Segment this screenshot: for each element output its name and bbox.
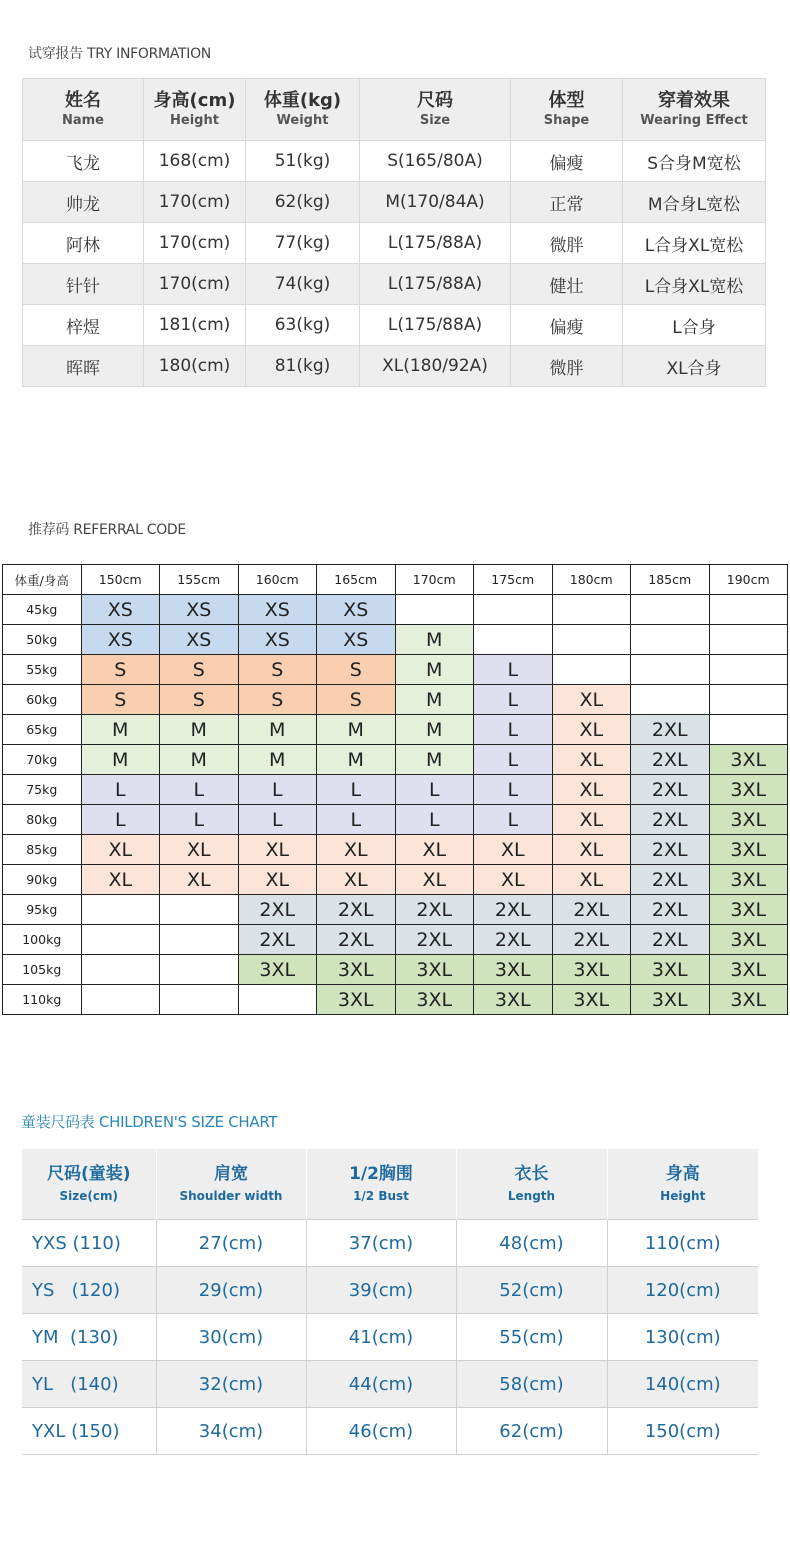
size-cell: L xyxy=(317,805,396,835)
size-cell: L xyxy=(238,805,317,835)
header-label-zh: 体重(kg) xyxy=(263,89,342,111)
size-cell: 2XL xyxy=(395,925,474,955)
table-cell: 37(cm) xyxy=(306,1220,456,1267)
table-cell: 晖晖 xyxy=(23,346,144,387)
size-cell xyxy=(552,655,631,685)
header-label-en: Height xyxy=(170,112,219,128)
size-cell: XL xyxy=(395,835,474,865)
table-cell: S(165/80A) xyxy=(360,141,511,182)
size-cell: XL xyxy=(317,865,396,895)
size-cell: 2XL xyxy=(238,895,317,925)
size-cell xyxy=(160,985,239,1015)
size-cell: 2XL xyxy=(631,835,710,865)
table-row xyxy=(22,1220,758,1267)
size-cell: 2XL xyxy=(552,895,631,925)
size-cell: 3XL xyxy=(709,925,788,955)
referral-row xyxy=(3,685,788,715)
header-label-zh: 尺码(童装) xyxy=(46,1164,131,1184)
size-cell: L xyxy=(395,805,474,835)
size-cell: M xyxy=(395,715,474,745)
table-cell: L合身 xyxy=(623,305,766,346)
size-cell: 3XL xyxy=(709,895,788,925)
size-cell: 3XL xyxy=(709,985,788,1015)
referral-row xyxy=(3,925,788,955)
referral-code-title: 推荐码 REFERRAL CODE xyxy=(28,522,186,538)
size-cell: XL xyxy=(552,865,631,895)
try-header-row xyxy=(23,79,766,141)
height-header-cell: 180cm xyxy=(552,565,631,595)
size-cell: L xyxy=(160,805,239,835)
try-header-cell xyxy=(23,79,144,141)
size-cell: 2XL xyxy=(631,805,710,835)
size-cell xyxy=(631,655,710,685)
table-row xyxy=(23,223,766,264)
weight-label: 105kg xyxy=(3,955,82,985)
size-cell: 3XL xyxy=(395,985,474,1015)
children-size-chart-title: 童装尺码表 CHILDREN'S SIZE CHART xyxy=(21,1113,278,1131)
referral-row xyxy=(3,715,788,745)
table-cell: 168(cm) xyxy=(144,141,246,182)
size-cell: S xyxy=(81,655,160,685)
table-cell: 41(cm) xyxy=(306,1314,456,1361)
size-cell: 3XL xyxy=(709,835,788,865)
table-cell: 微胖 xyxy=(511,223,623,264)
table-cell: L合身XL宽松 xyxy=(623,223,766,264)
header-label-zh: 体型 xyxy=(548,89,585,111)
size-cell: L xyxy=(474,655,553,685)
referral-header-row xyxy=(3,565,788,595)
size-cell: L xyxy=(160,775,239,805)
table-cell: 正常 xyxy=(511,182,623,223)
table-cell: 150(cm) xyxy=(607,1408,758,1455)
table-cell: 130(cm) xyxy=(607,1314,758,1361)
height-header-cell: 160cm xyxy=(238,565,317,595)
weight-label: 80kg xyxy=(3,805,82,835)
size-cell: 2XL xyxy=(631,895,710,925)
height-header-cell: 155cm xyxy=(160,565,239,595)
size-cell: 3XL xyxy=(709,805,788,835)
size-cell xyxy=(552,595,631,625)
table-cell: YS (120) xyxy=(22,1267,156,1314)
size-cell: XL xyxy=(238,835,317,865)
try-header-cell xyxy=(360,79,511,141)
referral-row xyxy=(3,835,788,865)
table-cell: 140(cm) xyxy=(607,1361,758,1408)
children-header-row xyxy=(22,1149,758,1220)
table-row xyxy=(23,264,766,305)
size-cell: XL xyxy=(160,835,239,865)
size-cell: L xyxy=(474,805,553,835)
try-information-table xyxy=(22,78,766,387)
size-cell xyxy=(552,625,631,655)
children-header-cell xyxy=(607,1149,758,1220)
table-row xyxy=(23,182,766,223)
referral-row xyxy=(3,595,788,625)
table-cell: L(175/88A) xyxy=(360,223,511,264)
referral-row xyxy=(3,985,788,1015)
table-cell: S合身M宽松 xyxy=(623,141,766,182)
table-cell: 39(cm) xyxy=(306,1267,456,1314)
table-cell: 74(kg) xyxy=(246,264,360,305)
header-label-en: 1/2 Bust xyxy=(353,1189,409,1203)
table-cell: 偏瘦 xyxy=(511,141,623,182)
size-cell: 2XL xyxy=(317,895,396,925)
header-label-en: Length xyxy=(507,1189,556,1203)
referral-row xyxy=(3,895,788,925)
table-cell: M合身L宽松 xyxy=(623,182,766,223)
header-label-zh: 1/2胸围 xyxy=(349,1164,413,1184)
size-cell: XS xyxy=(160,625,239,655)
table-cell: YXL (150) xyxy=(22,1408,156,1455)
table-cell: XL合身 xyxy=(623,346,766,387)
size-cell xyxy=(474,595,553,625)
height-header-cell: 175cm xyxy=(474,565,553,595)
table-cell: 健壮 xyxy=(511,264,623,305)
header-label-en: Shape xyxy=(543,112,590,128)
height-header-cell: 150cm xyxy=(81,565,160,595)
size-cell xyxy=(474,625,553,655)
size-cell: 2XL xyxy=(317,925,396,955)
header-label-zh: 衣长 xyxy=(514,1164,549,1184)
size-cell: XS xyxy=(238,595,317,625)
try-header-cell xyxy=(144,79,246,141)
size-cell: M xyxy=(317,745,396,775)
height-header-cell: 190cm xyxy=(709,565,788,595)
table-cell: 170(cm) xyxy=(144,264,246,305)
referral-row xyxy=(3,745,788,775)
size-cell: 2XL xyxy=(631,715,710,745)
table-cell: 30(cm) xyxy=(156,1314,306,1361)
size-cell xyxy=(709,715,788,745)
size-cell xyxy=(709,655,788,685)
table-cell: 微胖 xyxy=(511,346,623,387)
table-cell: 34(cm) xyxy=(156,1408,306,1455)
size-cell: XL xyxy=(552,835,631,865)
size-cell xyxy=(709,625,788,655)
table-cell: 58(cm) xyxy=(456,1361,607,1408)
size-cell xyxy=(81,985,160,1015)
table-cell: L(175/88A) xyxy=(360,305,511,346)
table-row xyxy=(23,305,766,346)
weight-height-corner: 体重/身高 xyxy=(3,565,82,595)
table-row xyxy=(23,346,766,387)
table-cell: YM (130) xyxy=(22,1314,156,1361)
header-label-en: Size xyxy=(419,112,451,128)
size-cell: XL xyxy=(160,865,239,895)
size-cell: XL xyxy=(317,835,396,865)
table-cell: 梓煜 xyxy=(23,305,144,346)
size-cell: L xyxy=(81,775,160,805)
weight-label: 95kg xyxy=(3,895,82,925)
size-cell: S xyxy=(160,685,239,715)
size-cell: XS xyxy=(81,625,160,655)
table-cell: 181(cm) xyxy=(144,305,246,346)
size-cell xyxy=(395,595,474,625)
header-label-zh: 身高 xyxy=(665,1164,700,1184)
table-cell: YL (140) xyxy=(22,1361,156,1408)
size-cell xyxy=(81,925,160,955)
size-cell xyxy=(709,685,788,715)
size-cell: 2XL xyxy=(631,865,710,895)
referral-row xyxy=(3,655,788,685)
table-row xyxy=(22,1267,758,1314)
size-cell xyxy=(631,685,710,715)
size-cell xyxy=(160,925,239,955)
size-cell: L xyxy=(474,715,553,745)
weight-label: 50kg xyxy=(3,625,82,655)
size-cell: M xyxy=(238,745,317,775)
size-cell: L xyxy=(317,775,396,805)
size-cell: M xyxy=(317,715,396,745)
table-cell: 32(cm) xyxy=(156,1361,306,1408)
size-cell xyxy=(631,625,710,655)
referral-size-chart xyxy=(2,564,788,1015)
size-cell: L xyxy=(395,775,474,805)
size-cell: 2XL xyxy=(631,925,710,955)
size-cell: L xyxy=(474,685,553,715)
table-cell: 29(cm) xyxy=(156,1267,306,1314)
table-cell: 81(kg) xyxy=(246,346,360,387)
size-cell: XS xyxy=(81,595,160,625)
table-row xyxy=(22,1408,758,1455)
size-cell: M xyxy=(81,745,160,775)
size-cell: 3XL xyxy=(395,955,474,985)
referral-row xyxy=(3,775,788,805)
height-header-cell: 185cm xyxy=(631,565,710,595)
table-cell: 63(kg) xyxy=(246,305,360,346)
size-cell: XL xyxy=(81,865,160,895)
size-cell: M xyxy=(395,685,474,715)
size-cell: M xyxy=(238,715,317,745)
size-cell xyxy=(160,955,239,985)
size-cell: XL xyxy=(395,865,474,895)
children-header-cell xyxy=(22,1149,156,1220)
size-cell: XL xyxy=(552,745,631,775)
weight-label: 90kg xyxy=(3,865,82,895)
size-cell: 3XL xyxy=(552,985,631,1015)
size-cell: XS xyxy=(317,625,396,655)
size-cell: 2XL xyxy=(395,895,474,925)
header-label-en: Height xyxy=(660,1189,706,1203)
size-cell: 2XL xyxy=(474,895,553,925)
size-cell: XL xyxy=(552,775,631,805)
table-cell: 170(cm) xyxy=(144,223,246,264)
size-cell: L xyxy=(238,775,317,805)
header-label-en: Name xyxy=(61,112,104,128)
size-cell: XS xyxy=(238,625,317,655)
size-cell: XL xyxy=(474,865,553,895)
size-cell: L xyxy=(474,775,553,805)
size-cell: M xyxy=(395,625,474,655)
weight-label: 45kg xyxy=(3,595,82,625)
size-cell: S xyxy=(81,685,160,715)
height-header-cell: 165cm xyxy=(317,565,396,595)
table-cell: 针针 xyxy=(23,264,144,305)
size-cell: XL xyxy=(552,805,631,835)
size-cell: XS xyxy=(317,595,396,625)
table-cell: 62(cm) xyxy=(456,1408,607,1455)
size-cell: XS xyxy=(160,595,239,625)
height-header-cell: 170cm xyxy=(395,565,474,595)
table-cell: 170(cm) xyxy=(144,182,246,223)
table-cell: 飞龙 xyxy=(23,141,144,182)
table-cell: 46(cm) xyxy=(306,1408,456,1455)
table-cell: 51(kg) xyxy=(246,141,360,182)
header-label-zh: 穿着效果 xyxy=(658,89,730,111)
size-cell: XL xyxy=(474,835,553,865)
size-cell: 2XL xyxy=(474,925,553,955)
table-cell: L(175/88A) xyxy=(360,264,511,305)
weight-label: 85kg xyxy=(3,835,82,865)
table-cell: 44(cm) xyxy=(306,1361,456,1408)
table-cell: 48(cm) xyxy=(456,1220,607,1267)
size-cell: 3XL xyxy=(709,865,788,895)
referral-row xyxy=(3,865,788,895)
size-cell xyxy=(81,955,160,985)
size-cell: 3XL xyxy=(552,955,631,985)
size-cell: 3XL xyxy=(709,955,788,985)
try-header-cell xyxy=(511,79,623,141)
size-cell: S xyxy=(317,685,396,715)
table-cell: 52(cm) xyxy=(456,1267,607,1314)
size-cell xyxy=(160,895,239,925)
size-cell: S xyxy=(238,655,317,685)
header-label-zh: 肩宽 xyxy=(214,1164,248,1184)
table-cell: 180(cm) xyxy=(144,346,246,387)
table-cell: 77(kg) xyxy=(246,223,360,264)
size-cell: 3XL xyxy=(317,955,396,985)
size-cell: 3XL xyxy=(709,745,788,775)
children-size-table xyxy=(22,1149,758,1455)
table-cell: 62(kg) xyxy=(246,182,360,223)
weight-label: 75kg xyxy=(3,775,82,805)
weight-label: 65kg xyxy=(3,715,82,745)
referral-row xyxy=(3,805,788,835)
size-cell: 3XL xyxy=(238,955,317,985)
table-cell: 110(cm) xyxy=(607,1220,758,1267)
size-cell: M xyxy=(160,745,239,775)
size-cell: 3XL xyxy=(631,955,710,985)
weight-label: 100kg xyxy=(3,925,82,955)
size-cell: XL xyxy=(552,715,631,745)
size-cell: 2XL xyxy=(238,925,317,955)
table-cell: L合身XL宽松 xyxy=(623,264,766,305)
table-cell: M(170/84A) xyxy=(360,182,511,223)
weight-label: 110kg xyxy=(3,985,82,1015)
size-cell: 3XL xyxy=(709,775,788,805)
children-header-cell xyxy=(456,1149,607,1220)
size-cell: XL xyxy=(552,685,631,715)
size-cell: M xyxy=(81,715,160,745)
size-cell xyxy=(709,595,788,625)
table-row xyxy=(22,1314,758,1361)
table-cell: 120(cm) xyxy=(607,1267,758,1314)
table-cell: 55(cm) xyxy=(456,1314,607,1361)
header-label-zh: 姓名 xyxy=(65,89,101,111)
table-cell: YXS (110) xyxy=(22,1220,156,1267)
children-header-cell xyxy=(156,1149,306,1220)
try-information-title: 试穿报告 TRY INFORMATION xyxy=(28,46,211,62)
table-cell: XL(180/92A) xyxy=(360,346,511,387)
size-cell: S xyxy=(317,655,396,685)
size-cell: XL xyxy=(81,835,160,865)
size-cell: M xyxy=(395,745,474,775)
children-header-cell xyxy=(306,1149,456,1220)
size-cell: 3XL xyxy=(317,985,396,1015)
table-row xyxy=(22,1361,758,1408)
try-header-cell xyxy=(246,79,360,141)
size-cell: 3XL xyxy=(474,985,553,1015)
try-header-cell xyxy=(623,79,766,141)
size-cell: M xyxy=(395,655,474,685)
header-label-en: Size(cm) xyxy=(59,1189,118,1203)
referral-row xyxy=(3,625,788,655)
table-cell: 帅龙 xyxy=(23,182,144,223)
size-cell: L xyxy=(81,805,160,835)
size-cell: 3XL xyxy=(474,955,553,985)
size-cell: 2XL xyxy=(631,745,710,775)
size-cell: S xyxy=(160,655,239,685)
header-label-zh: 尺码 xyxy=(417,89,453,111)
header-label-zh: 身高(cm) xyxy=(153,89,236,111)
size-cell: 2XL xyxy=(631,775,710,805)
table-cell: 阿林 xyxy=(23,223,144,264)
size-cell xyxy=(238,985,317,1015)
weight-label: 55kg xyxy=(3,655,82,685)
referral-row xyxy=(3,955,788,985)
weight-label: 60kg xyxy=(3,685,82,715)
header-label-en: Shoulder width xyxy=(179,1189,283,1203)
size-cell: M xyxy=(160,715,239,745)
size-cell xyxy=(631,595,710,625)
size-cell: L xyxy=(474,745,553,775)
header-label-en: Weight xyxy=(276,112,329,128)
size-cell: XL xyxy=(238,865,317,895)
table-cell: 偏瘦 xyxy=(511,305,623,346)
table-cell: 27(cm) xyxy=(156,1220,306,1267)
size-cell: S xyxy=(238,685,317,715)
size-cell xyxy=(81,895,160,925)
header-label-en: Wearing Effect xyxy=(640,112,748,128)
size-cell: 2XL xyxy=(552,925,631,955)
table-row xyxy=(23,141,766,182)
size-cell: 3XL xyxy=(631,985,710,1015)
weight-label: 70kg xyxy=(3,745,82,775)
